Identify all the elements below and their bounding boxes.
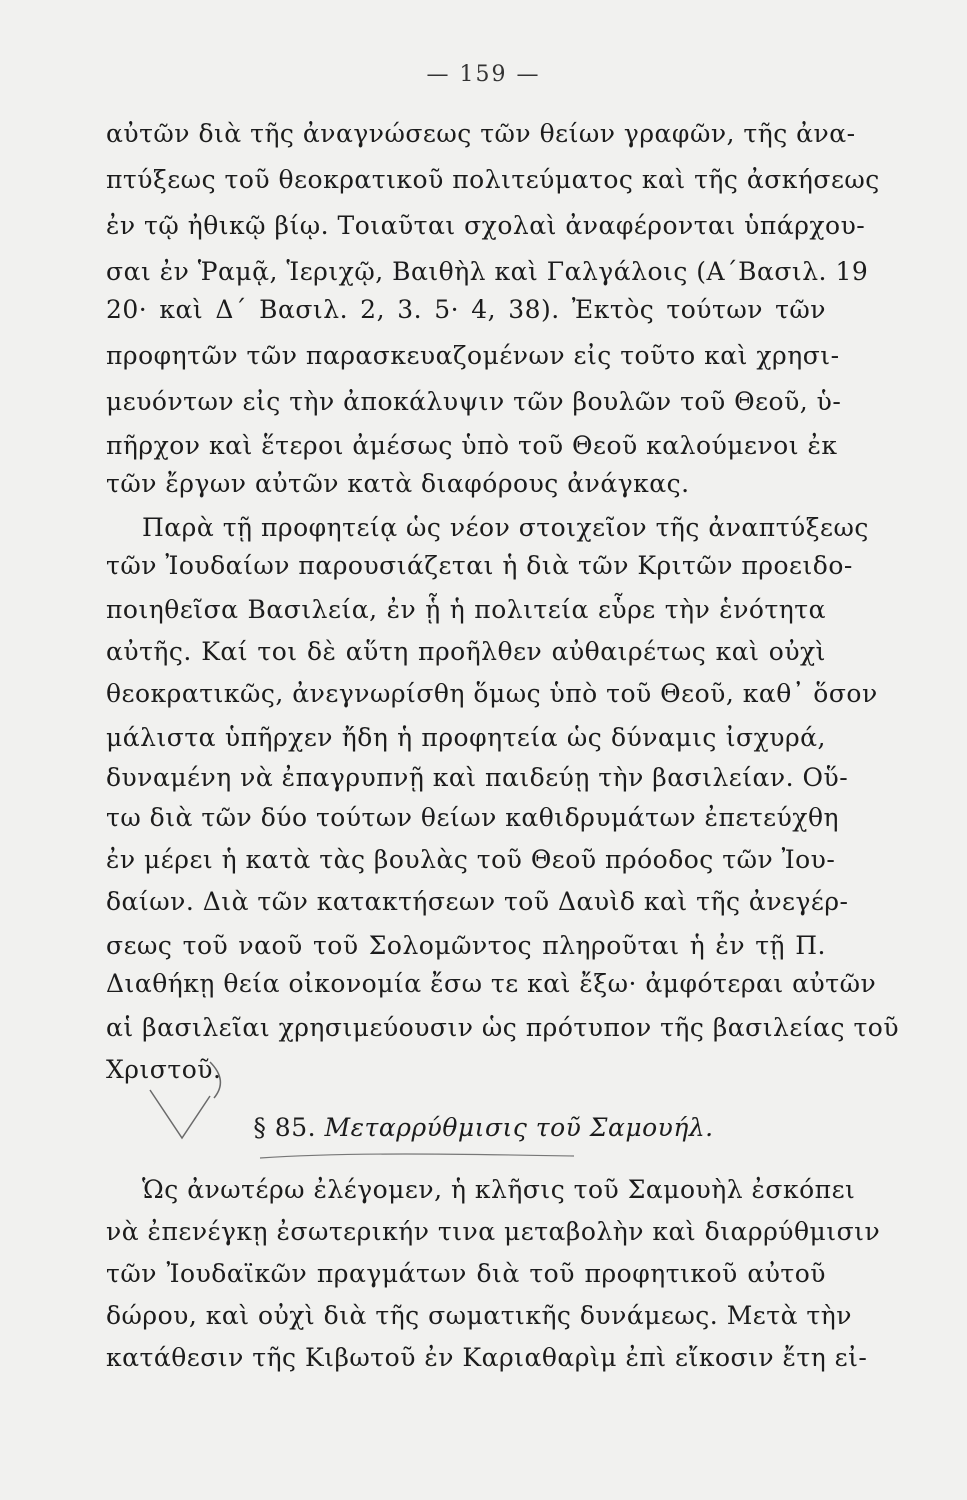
text-line: αὐτῆς. Καί τοι δὲ αὕτη προῆλθεν αὐθαιρέτως καὶ οὐχὶ: [106, 637, 826, 666]
section-number: § 85.: [253, 1113, 317, 1142]
text-line: αἱ βασιλεῖαι χρησιμεύουσιν ὡς πρότυπον τῆς βασιλείας τοῦ: [106, 1013, 900, 1042]
text-line: ἐν τῷ ἠθικῷ βίῳ. Τοιαῦται σχολαὶ ἀναφέρονται ὑπάρχου-: [106, 211, 866, 240]
page-number-header: — 159 —: [426, 62, 541, 87]
text-line: ποιηθεῖσα Βασιλεία, ἐν ᾗ ἡ πολιτεία εὗρε τὴν ἑνότητα: [106, 595, 826, 624]
text-line: κατάθεσιν τῆς Κιβωτοῦ ἐν Καριαθαρὶμ ἐπὶ εἴκοσιν ἔτη εἰ-: [106, 1343, 868, 1372]
section-title: Μεταρρύθμισις τοῦ Σαμουήλ.: [324, 1113, 714, 1142]
text-line: Ὡς ἀνωτέρω ἐλέγομεν, ἡ κλῆσις τοῦ Σαμουὴλ ἐσκόπει: [142, 1175, 856, 1204]
text-line: δυναμένη νὰ ἐπαγρυπνῇ καὶ παιδεύῃ τὴν βασιλείαν. Οὕ-: [106, 763, 849, 792]
section-heading: [0, 1110, 967, 1146]
text-line: δώρου, καὶ οὐχὶ διὰ τῆς σωματικῆς δυνάμεως. Μετὰ τὴν: [106, 1301, 852, 1330]
text-line: πτύξεως τοῦ θεοκρατικοῦ πολιτεύματος καὶ τῆς ἀσκήσεως: [106, 165, 880, 194]
text-line: τῶν Ἰουδαίων παρουσιάζεται ἡ διὰ τῶν Κριτῶν προειδο-: [106, 551, 853, 580]
text-line: τῶν ἔργων αὐτῶν κατὰ διαφόρους ἀνάγκας.: [106, 469, 690, 498]
text-line: Χριστοῦ.: [106, 1055, 222, 1084]
text-line: θεοκρατικῶς, ἀνεγνωρίσθη ὅμως ὑπὸ τοῦ Θεοῦ, καθ᾽ ὅσον: [106, 679, 878, 708]
text-line: 20· καὶ Δ΄ Βασιλ. 2, 3. 5· 4, 38). Ἐκτὸς τούτων τῶν: [106, 295, 826, 324]
text-line: σεως τοῦ ναοῦ τοῦ Σολομῶντος πληροῦται ἡ ἐν τῇ Π.: [106, 931, 826, 960]
text-line: πῆρχον καὶ ἕτεροι ἀμέσως ὑπὸ τοῦ Θεοῦ καλούμενοι ἐκ: [106, 431, 838, 460]
text-line: τῶν Ἰουδαϊκῶν πραγμάτων διὰ τοῦ προφητικοῦ αὐτοῦ: [106, 1259, 826, 1288]
text-line: τω διὰ τῶν δύο τούτων θείων καθιδρυμάτων ἐπετεύχθη: [106, 803, 839, 832]
underline-mark-icon: [258, 1150, 578, 1162]
text-line: νὰ ἐπενέγκῃ ἐσωτερικήν τινα μεταβολὴν καὶ διαρρύθμισιν: [106, 1217, 881, 1246]
text-line: σαι ἐν Ῥαμᾷ, Ἱεριχῷ, Βαιθὴλ καὶ Γαλγάλοις (Α΄Βασιλ. 19: [106, 257, 869, 286]
text-line: μευόντων εἰς τὴν ἀποκάλυψιν τῶν βουλῶν τοῦ Θεοῦ, ὑ-: [106, 387, 842, 416]
text-line: ἐν μέρει ἡ κατὰ τὰς βουλὰς τοῦ Θεοῦ πρόοδος τῶν Ἰου-: [106, 845, 836, 874]
text-line: μάλιστα ὑπῆρχεν ἤδη ἡ προφητεία ὡς δύναμις ἰσχυρά,: [106, 723, 826, 752]
text-line: δαίων. Διὰ τῶν κατακτήσεων τοῦ Δαυὶδ καὶ τῆς ἀνεγέρ-: [106, 887, 849, 916]
text-line: προφητῶν τῶν παρασκευαζομένων εἰς τοῦτο καὶ χρησι-: [106, 341, 840, 370]
text-line: Παρὰ τῇ προφητείᾳ ὡς νέον στοιχεῖον τῆς ἀναπτύξεως: [142, 513, 869, 542]
text-line: αὐτῶν διὰ τῆς ἀναγνώσεως τῶν θείων γραφῶν, τῆς ἀνα-: [106, 119, 856, 148]
text-line: Διαθήκῃ θεία οἰκονομία ἔσω τε καὶ ἔξω· ἀμφότεραι αὐτῶν: [106, 969, 877, 998]
